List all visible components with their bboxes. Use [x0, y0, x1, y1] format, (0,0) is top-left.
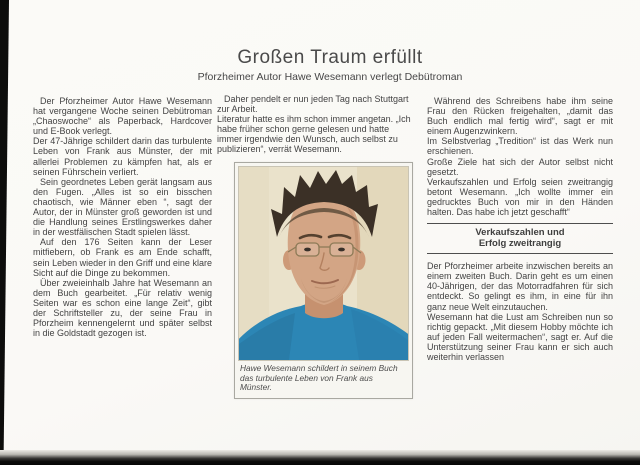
paragraph: Sein geordnetes Leben gerät langsam aus den Fugen. „Alles ist so ein bisschen chaotisch, wie Männer eben “, sagt der Autor, der in Münster groß geworden ist und die Handlung seines Erstlingswerkes daher in der westfälischen Stadt spielen lässt.: [33, 176, 212, 238]
photo-caption: Hawe Wesemann schildert in seinem Buch das turbulente Leben von Frank aus Münster.: [240, 363, 398, 393]
eye-right: [338, 248, 345, 252]
article-subtitle: Pforzheimer Autor Hawe Wesemann verlegt Debütroman: [197, 71, 463, 83]
article-title: Großen Traum erfüllt: [237, 47, 423, 68]
paragraph: Große Ziele hat sich der Autor selbst nicht gesetzt.: [427, 156, 613, 177]
paragraph: Während des Schreibens habe ihm seine Frau den Rücken freigehalten, „damit das Buch endlich mal fertig wird“, sagt er mit einem Augenzwinkern.: [427, 96, 613, 137]
paragraph: Der Pforzheimer Autor Hawe Wesemann hat vergangene Woche seinen Debütroman „Chaoswoche“ als Paperback, Hardcover und E-Book verlegt.: [33, 96, 212, 137]
paragraph: Der Pforzheimer arbeite inzwischen bereits an einem zweiten Buch. Darin geht es um einen 40-Jährigen, der das Motorradfahren für sich entdeckt. So gelingt es ihm, in eine für ihn ganz neue Welt einzutauchen.: [427, 261, 613, 312]
paragraph: Der 47-Jährige schildert darin das turbulente Leben von Frank aus Münster, der mit allerlei Problemen zu kämpfen hat, als er seinen Führschein verliert.: [33, 136, 212, 177]
article-header: [30, 47, 630, 84]
paragraph: Auf den 176 Seiten kann der Leser mitfiebern, ob Frank es am Ende schafft, sein Leben wieder in den Griff und eine klare Sicht auf die Dinge zu bekommen.: [33, 237, 212, 278]
portrait-photo: [239, 167, 408, 360]
paragraph: Daher pendelt er nun jeden Tag nach Stuttgart zur Arbeit.: [217, 94, 409, 115]
eye-left: [304, 248, 311, 252]
scan-edge-bottom: [0, 450, 640, 465]
paragraph: Literatur hatte es ihm schon immer angetan. „Ich habe früher schon gerne gelesen und hatte immer irgendwie den Wunsch, auch selbst zu publizieren“, verrät Wesemann.: [217, 114, 411, 155]
column-middle: [217, 94, 413, 155]
paragraph: Im Selbstverlag „Tredition“ ist das Werk nun erschienen.: [427, 136, 613, 157]
paragraph: Wesemann hat die Lust am Schreiben nun so richtig gepackt. „Mit diesem Hobby möchte ich auf jeden Fall weitermachen“, sagt er. Auf die Unterstützung seiner Frau kann er sich auch weiterhin verlassen: [427, 311, 613, 362]
sub-headline-line1: Verkaufszahlen und: [475, 227, 565, 239]
photo-matte: [235, 163, 412, 360]
sub-headline-line2: Erfolg zweitrangig: [478, 238, 562, 250]
photo-block: [234, 162, 413, 399]
column-left: [33, 96, 212, 338]
paragraph: Verkaufszahlen und Erfolg seien zweitrangig betont Wesemann. „Ich wollte immer ein gedrucktes Buch von mir in den Händen halten. Das habe ich jetzt geschafft“: [427, 176, 613, 218]
paragraph: Über zweieinhalb Jahre hat Wesemann an dem Buch gearbeitet. „Für relativ wenig Seiten war es schon eine lange Zeit“, gibt der Schriftsteller zu, der seine Frau in Pforzheim kennengelernt und später selbst in die Goldstadt gezogen ist.: [33, 277, 212, 339]
column-right: [427, 96, 613, 362]
sub-headline: [427, 223, 613, 254]
